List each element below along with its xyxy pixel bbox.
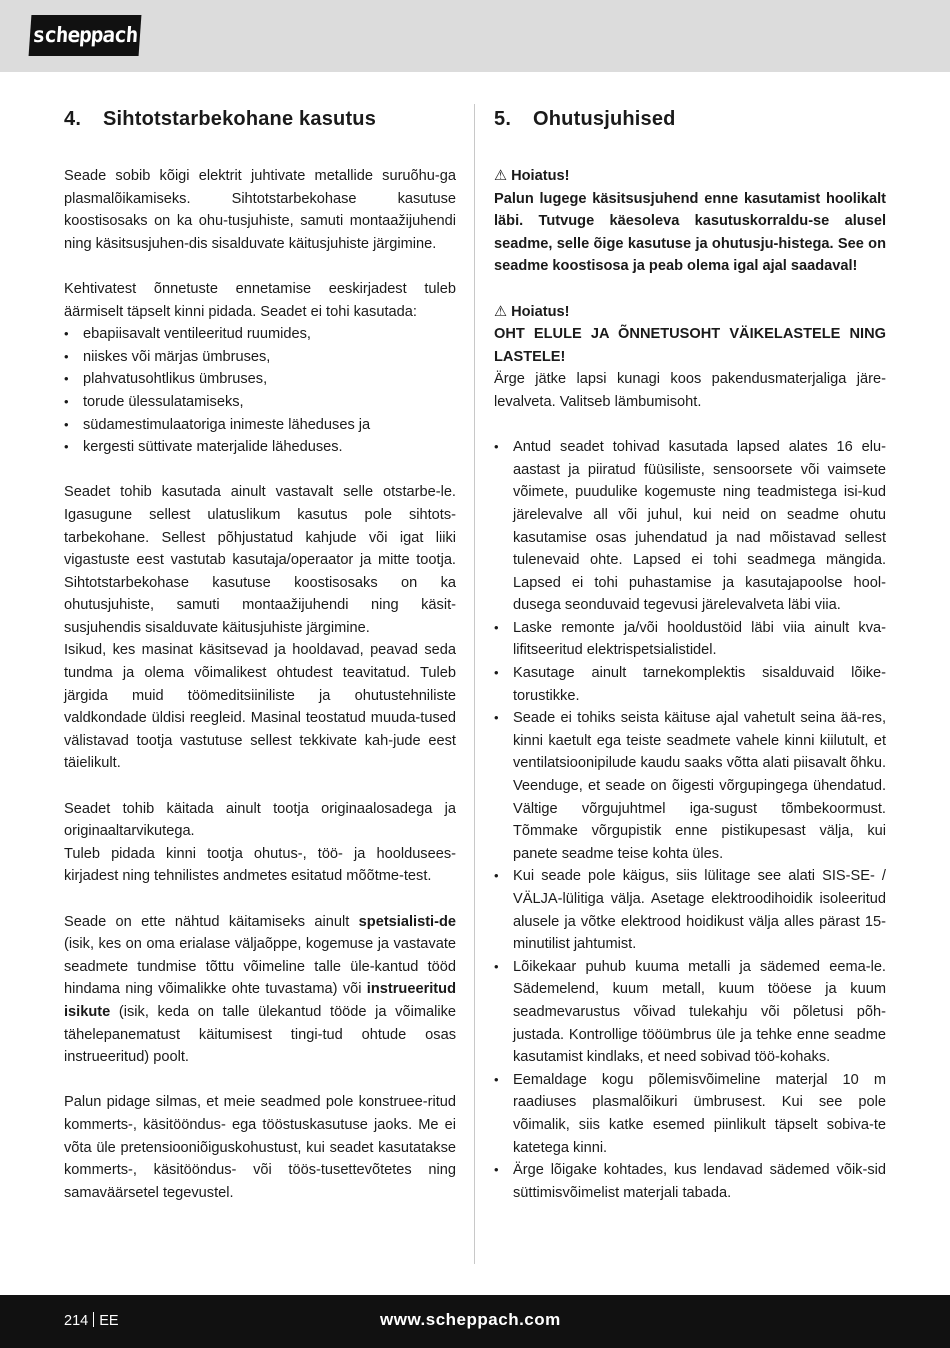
section-title: Ohutusjuhised (533, 108, 676, 130)
text-run: Seade on ette nähtud käitamiseks ainult (64, 913, 359, 930)
column-divider (474, 104, 475, 1264)
list-item: • Ärge lõigake kohtades, kus lendavad sädemed võik-sid süttimisvõimelist materjali tabada. (494, 1159, 886, 1204)
website-link[interactable]: www.scheppach.com (380, 1310, 561, 1329)
list-item: • Eemaldage kogu põlemisvõimeline materjal 10 m raadiuses plasmalõikuri ümbrusest. Kui see pole võimalik, siis katke esemed piinlikult täpselt sobiva-te katetega kinni. (494, 1069, 886, 1159)
list-item: • ebapiisavalt ventileeritud ruumides, (64, 323, 456, 346)
warning-title (494, 301, 886, 324)
prohibited-use-list (64, 323, 456, 459)
separator (93, 1312, 94, 1327)
list-item: • kergesti süttivate materjalide läheduses. (64, 436, 456, 459)
section-number: 4. (64, 108, 82, 130)
list-item: • Kasutage ainult tarnekomplektis sisalduvaid lõike-torustikke. (494, 662, 886, 707)
paragraph: Isikud, kes masinat käsitsevad ja hooldavad, peavad seda tundma ja olema võimalikest ohtudest teavitatud. Tuleb järgida muid töömeditsiiniliste ja ohutustehniliste valdkondade üldisi reegleid. Masinal teostatud muuda-tused välistavad tootja vastutuse sellest tekkivate kah-jude eest täielikult. (64, 642, 456, 772)
warning-caps-text: OHT ELULE JA ÕNNETUSOHT VÄIKELASTELE NING LASTELE! (494, 326, 886, 365)
paragraph: Ärge jätke lapsi kunagi koos pakendusmaterjaliga järe-levalveta. Valitseb lämbumisoht. (494, 371, 886, 410)
safety-list (494, 436, 886, 1204)
bold-text-run: spetsialisti-de (358, 913, 456, 930)
section-heading-4 (64, 104, 456, 134)
language-code: EE (99, 1313, 119, 1329)
right-column (494, 104, 886, 1204)
section-heading-5 (494, 104, 886, 134)
footer-bar (0, 1295, 950, 1348)
warning-title (494, 165, 886, 188)
brand-logo: scheppach (29, 15, 142, 56)
left-column (64, 104, 456, 1204)
page-number (64, 1311, 119, 1331)
warning-label: Hoiatus! (511, 168, 570, 184)
list-item: • Kui seade pole käigus, siis lülitage see alati SIS-SE- / VÄLJA-lülitiga välja. Asetage elektroodihoidik isoleeritud alusele ja võtke elektrood hoidikust välja alles pärast 15-minutilist jahtumist. (494, 865, 886, 955)
page-number-value: 214 (64, 1313, 89, 1329)
paragraph: Palun pidage silmas, et meie seadmed pole konstruee-ritud kommerts-, käsitööndus- ega tööstuskasutuse jaoks. Me ei võta üle pretensiooniõiguskohustust, kui seadet kasutatakse kommerts-, käsitööndus- või töös-tusettevõtetes ning samaväärsetel tegevustel. (64, 1094, 456, 1201)
list-item: • Lõikekaar puhub kuuma metalli ja sädemed eema-le. Sädemelend, kuum metall, kuum tööese ja kuum seadmevarustus võivad tulekahju või põletusi põh-justada. Kontrollige tööümbrus üle ja tehke enne seadme kasutamist kindlaks, et need sobivad töö-kohaks. (494, 956, 886, 1069)
section-number: 5. (494, 108, 512, 130)
list-item: • Seade ei tohiks seista käituse ajal vahetult seina ää-res, kinni kaetult ega teiste seadmete vahele kinni kiilutult, et ventilatsioonipilude kaudu saaks võtta alati piisavalt õhku. Veenduge, et seade on õigesti võrgupingega ühendatud. Vältige võrgujuhtmel iga-sugust tõmbekoormust. Tõmmake võrgupistik enne pistikupesast välja, kui panete seadme teise kohta üles. (494, 707, 886, 865)
warning-text: Palun lugege käsitsusjuhend enne kasutamist hoolikalt läbi. Tutvuge käesoleva kasutuskorraldu-se alusel seadme, selle õige kasutuse ja ohutusju-histega. See on seadme koostisosa ja peab olema igal ajal saadaval! (494, 190, 886, 275)
list-item: • torude ülessulatamiseks, (64, 391, 456, 414)
bold-text-run: instrueeritud isikute (64, 981, 456, 1020)
list-item: • Laske remonte ja/või hooldustöid läbi viia ainult kva-lifitseeritud elektrispetsialistidel. (494, 617, 886, 662)
warning-triangle-icon: ⚠ (494, 168, 508, 184)
text-run: (isik, kes on oma erialase väljaõppe, kogemuse ja vastavate seadmete tundmise tõttu võimeline talle üle-kantud tööd hindama ning võimalikke ohte tuvastama) või (64, 936, 456, 998)
list-item: • plahvatusohtlikus ümbruses, (64, 368, 456, 391)
header-bar (0, 0, 950, 72)
warning-triangle-icon: ⚠ (494, 303, 508, 320)
paragraph: Seadet tohib käitada ainult tootja originaalosadega ja originaaltarvikutega. (64, 800, 456, 840)
paragraph: Tuleb pidada kinni tootja ohutus-, töö- ja hooldusees-kirjadest ning tehnilistes andmetes esitatud mõõtme-test. (64, 845, 456, 885)
list-item: • südamestimulaatoriga inimeste läheduses ja (64, 414, 456, 437)
paragraph (64, 911, 456, 1069)
paragraph: Seade sobib kõigi elektrit juhtivate metallide suruõhu-ga plasmalõikamiseks. Sihtotstarbekohase kasutuse koostisosaks on ka ohu-tusjuhiste, samuti montaažijuhendi ning käsitsusjuhen-dis sisalduvate käitusjuhiste järgimine. (64, 168, 456, 252)
section-title: Sihtotstarbekohane kasutus (103, 108, 377, 130)
warning-label: Hoiatus! (511, 303, 570, 320)
paragraph: Seadet tohib kasutada ainult vastavalt selle otstarbe-le. Igasugune sellest ulatuslikum kasutus pole sihtots-tarbekohane. Sellest põhjustatud kahjude või igat liiki vigastuste eest vastutab kasutaja/operaator ja mitte tootja. Sihtotstarbekohase kasutuse koostisosaks on ka ohutusjuhiste, samuti montaažijuhendi ning käsit-susjuhendis sisalduvate käitusjuhiste järgimine. (64, 484, 456, 636)
text-run: (isik, keda on talle ülekantud tööde ja võimalike tähelepanematust käitumisest tingi-tud ohtude osas instrueeritud) poolt. (64, 1003, 456, 1066)
list-item: • niiskes või märjas ümbruses, (64, 346, 456, 369)
list-item: • Antud seadet tohivad kasutada lapsed alates 16 elu-aastast ja piiratud füüsiliste, sensoorsete või vaimsete võimete, puudulike kogemuste ning teadmistega isi-kud järelevalve all või juhul, kui neid on seadme ohutu kasutamise osas juhendatud ja nad mõistavad sellest tulenevaid ohte. Lapsed ei tohi seadmega mängida. Lapsed ei tohi puhastamise ja kasutajapoolse hool-dusega seonduvaid tegevusi järelevalveta läbi viia. (494, 436, 886, 617)
paragraph: Kehtivatest õnnetuste ennetamise eeskirjadest tuleb äärmiselt täpselt kinni pidada. Seadet ei tohi kasutada: (64, 280, 456, 320)
